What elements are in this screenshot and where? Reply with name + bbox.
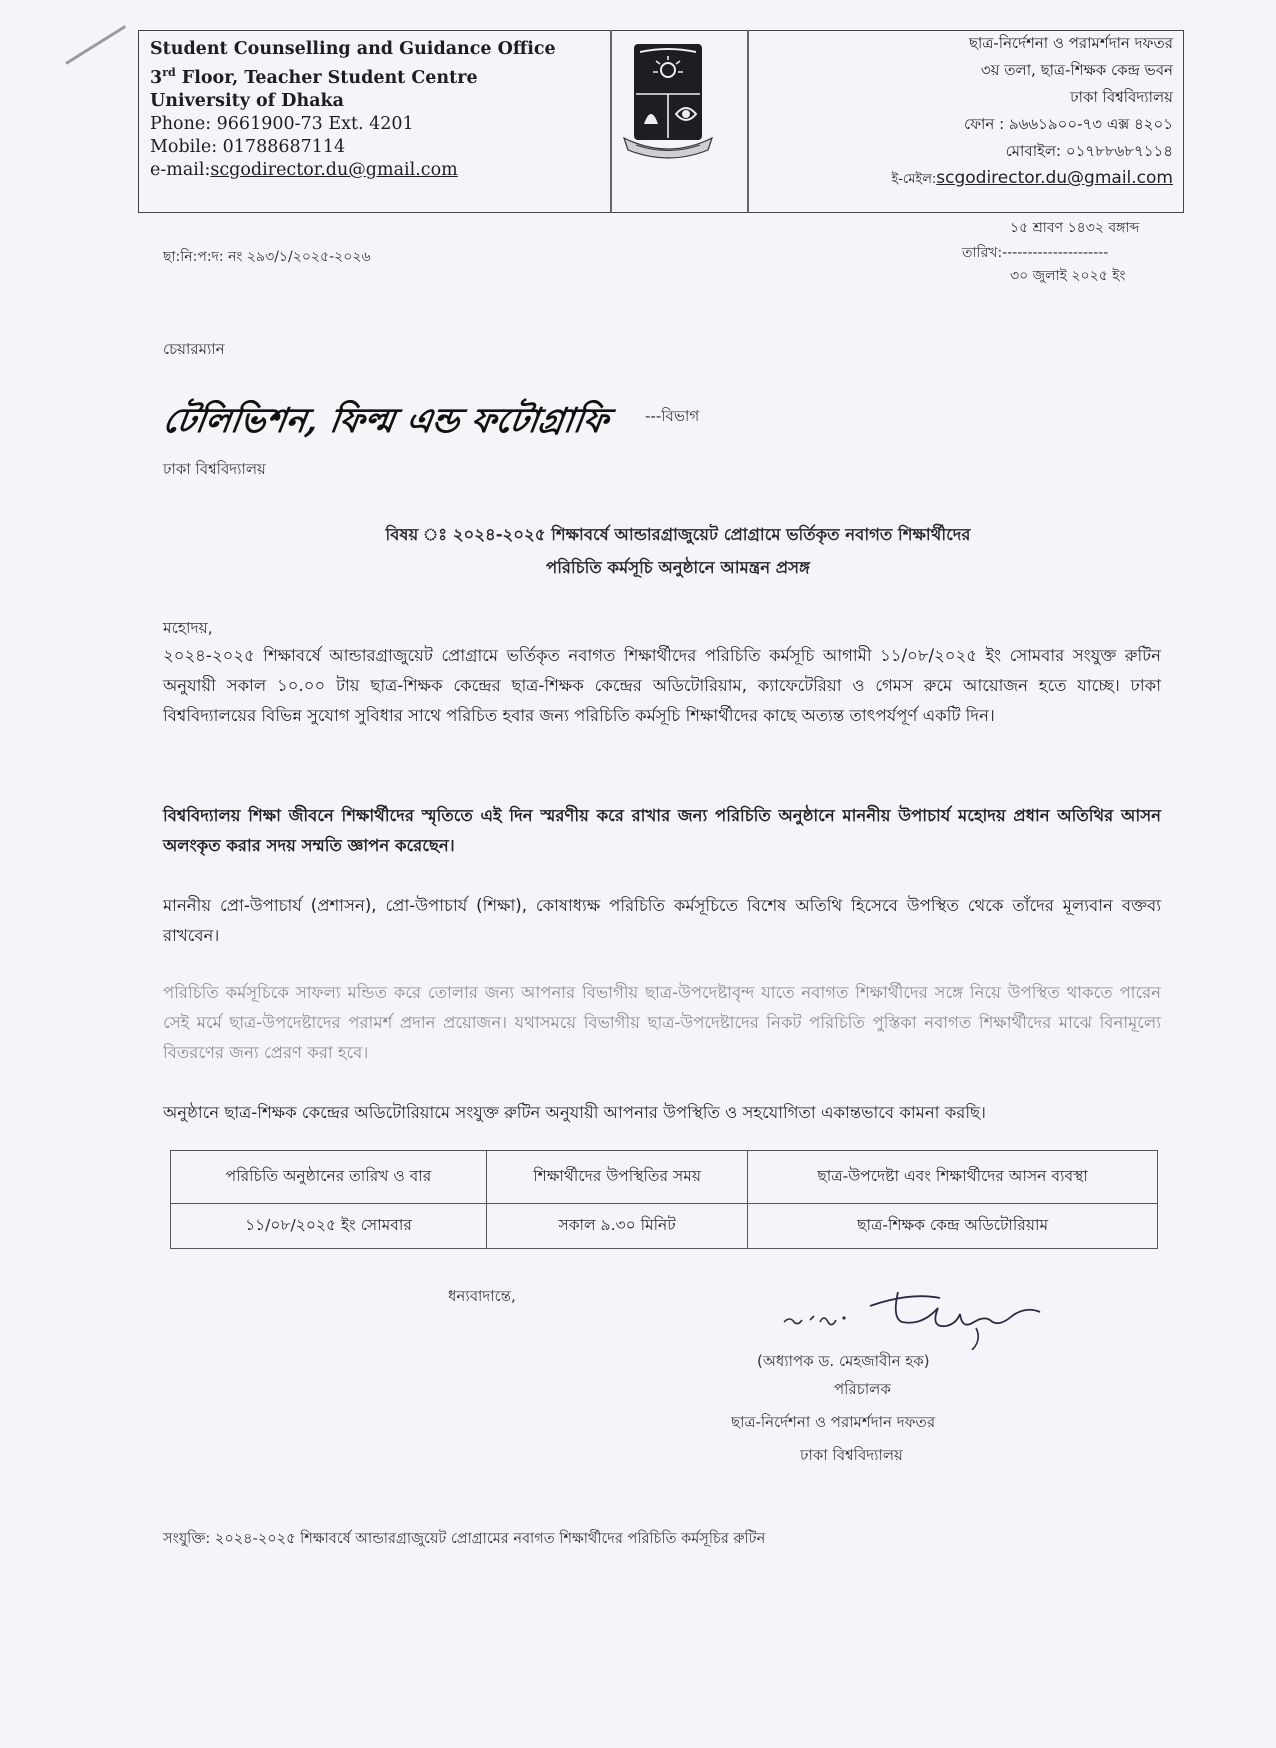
date-label: তারিখ:---------------------: [962, 245, 1109, 261]
table-cell-time: সকাল ৯.৩০ মিনিট: [487, 1204, 748, 1249]
university-en: University of Dhaka: [150, 90, 344, 111]
staple-mark: [65, 25, 126, 65]
paragraph-1: ২০২৪-২০২৫ শিক্ষাবর্ষে আন্ডারগ্রাজুয়েট প্রোগ্রামে ভর্তিকৃত নবাগত শিক্ষার্থীদের পরিচিতি কর্মসূচি আগামী ১১/০৮/২০২৫ ইং সোমবার সংযুক্ত রুটিন অনুযায়ী সকাল ১০.০০ টায় ছাত্র-শিক্ষক কেন্দ্রের ছাত্র-শিক্ষক কেন্দ্রের অডিটোরিয়াম, ক্যাফেটেরিয়া ও গেমস রুমে আয়োজন হতে যাচ্ছে। ঢাকা বিশ্ববিদ্যালয়ের বিভিন্ন সুযোগ সুবিধার সাথে পরিচিত হবার জন্য পরিচিতি কর্মসূচি শিক্ষার্থীদের কাছে অত্যন্ত তাৎপর্যপূর্ণ একটি দিন।: [163, 646, 1161, 725]
signature-image: [780, 1270, 1100, 1350]
university-bn: ঢাকা বিশ্ববিদ্যালয়: [1070, 88, 1173, 106]
department-suffix: ---বিভাগ: [645, 407, 700, 425]
closing-thanks: ধন্যবাদান্তে,: [448, 1287, 516, 1305]
office-name-bn: ছাত্র-নির্দেশনা ও পরামর্শদান দফতর: [968, 34, 1173, 52]
table-header-row: [171, 1151, 1158, 1204]
recipient-title: চেয়ারম্যান: [163, 340, 225, 358]
floor-en: 3rd Floor, Teacher Student Centre: [150, 66, 478, 88]
letterhead-divider-right: [747, 30, 749, 213]
letterhead-bangla: [891, 30, 1173, 193]
paragraph-4: পরিচিতি কর্মসূচিকে সাফল্য মন্ডিত করে তোলার জন্য আপনার বিভাগীয় ছাত্র-উপদেষ্টাবৃন্দ যাতে নবাগত শিক্ষার্থীদের সঙ্গে নিয়ে উপস্থিত থাকতে পারেন সেই মর্মে ছাত্র-উপদেষ্টাদের পরামর্শ প্রদান প্রয়োজন। যথাসময়ে বিভাগীয় ছাত্র-উপদেষ্টাদের নিকট পরিচিতি পুস্তিকা নবাগত শিক্ষার্থীদের মাঝে বিনামূল্যে বিতরণের জন্য প্রেরণ করা হবে।: [163, 983, 1161, 1062]
date-gregorian: ৩০ জুলাই ২০২৫ ইং: [1010, 268, 1126, 284]
subject-line-1: বিষয় ঃ ২০২৪-২০২৫ শিক্ষাবর্ষে আন্ডারগ্রাজুয়েট প্রোগ্রামে ভর্তিকৃত নবাগত শিক্ষার্থীদের: [385, 525, 971, 544]
subject-line-2: পরিচিতি কর্মসূচি অনুষ্ঠানে আমন্ত্রন প্রসঙ্গ: [546, 558, 810, 577]
signatory-university: ঢাকা বিশ্ববিদ্যালয়: [800, 1446, 903, 1464]
letterhead-english: [150, 38, 556, 182]
email-link-en[interactable]: scgodirector.du@gmail.com: [210, 159, 458, 180]
paragraph-3: মাননীয় প্রো-উপাচার্য (প্রশাসন), প্রো-উপাচার্য (শিক্ষা), কোষাধ্যক্ষ পরিচিতি কর্মসূচিতে বিশেষ অতিথি হিসেবে উপস্থিত থেকে তাঁদের মূল্যবান বক্তব্য রাখবেন।: [163, 896, 1161, 945]
phone-bn: ফোন : ৯৬৬১৯০০-৭৩ এক্স ৪২০১: [963, 115, 1173, 133]
table-row: [171, 1204, 1158, 1249]
attachment-note: সংযুক্তি: ২০২৪-২০২৫ শিক্ষাবর্ষে আন্ডারগ্রাজুয়েট প্রোগ্রামের নবাগত শিক্ষার্থীদের পরিচিতি কর্মসূচির রুটিন: [163, 1531, 766, 1547]
recipient-university: ঢাকা বিশ্ববিদ্যালয়: [163, 460, 266, 478]
paragraph-5: অনুষ্ঠানে ছাত্র-শিক্ষক কেন্দ্রের অডিটোরিয়ামে সংযুক্ত রুটিন অনুযায়ী আপনার উপস্থিতি ও সহযোগিতা একান্তভাবে কামনা করছি।: [163, 1103, 986, 1122]
memo-reference: ছা:নি:প:দ: নং ২৯৩/১/২০২৫-২০২৬: [163, 249, 371, 265]
email-link-bn[interactable]: scgodirector.du@gmail.com: [936, 168, 1173, 188]
email-en: e-mail:scgodirector.du@gmail.com: [150, 159, 458, 180]
mobile-en: Mobile: 01788687114: [150, 136, 346, 157]
salutation: মহোদয়,: [163, 619, 213, 637]
signatory-name: (অধ্যাপক ড. মেহজাবীন হক): [757, 1352, 930, 1370]
signatory-designation: পরিচালক: [834, 1380, 891, 1398]
floor-bn: ৩য় তলা, ছাত্র-শিক্ষক কেন্দ্র ভবন: [980, 61, 1173, 79]
recipient-department-handwritten: টেলিভিশন, ফিল্ম এন্ড ফটোগ্রাফি: [160, 401, 611, 441]
table-header-date: পরিচিতি অনুষ্ঠানের তারিখ ও বার: [171, 1151, 487, 1204]
schedule-table: [170, 1150, 1158, 1249]
table-header-seating: ছাত্র-উপদেষ্টা এবং শিক্ষার্থীদের আসন ব্যবস্থা: [748, 1151, 1158, 1204]
email-bn: ই-মেইল:scgodirector.du@gmail.com: [891, 168, 1173, 188]
letterhead-divider-left: [610, 30, 612, 213]
university-logo-icon: [622, 42, 714, 160]
mobile-bn: মোবাইল: ০১৭৮৮৬৮৭১১৪: [1005, 142, 1173, 160]
phone-en: Phone: 9661900-73 Ext. 4201: [150, 113, 414, 134]
signatory-office: ছাত্র-নির্দেশনা ও পরামর্শদান দফতর: [731, 1413, 936, 1431]
date-bangla: ১৫ শ্রাবণ ১৪৩২ বঙ্গাব্দ: [1010, 220, 1140, 236]
paragraph-2: বিশ্ববিদ্যালয় শিক্ষা জীবনে শিক্ষার্থীদের স্মৃতিতে এই দিন স্মরণীয় করে রাখার জন্য পরিচিতি অনুষ্ঠানে মাননীয় উপাচার্য মহোদয় প্রধান অতিথির আসন অলংকৃত করার সদয় সম্মতি জ্ঞাপন করেছেন।: [163, 806, 1161, 855]
table-header-time: শিক্ষার্থীদের উপস্থিতির সময়: [487, 1151, 748, 1204]
table-cell-date: ১১/০৮/২০২৫ ইং সোমবার: [171, 1204, 487, 1249]
office-name-en: Student Counselling and Guidance Office: [150, 39, 556, 59]
table-cell-seating: ছাত্র-শিক্ষক কেন্দ্র অডিটোরিয়াম: [748, 1204, 1158, 1249]
